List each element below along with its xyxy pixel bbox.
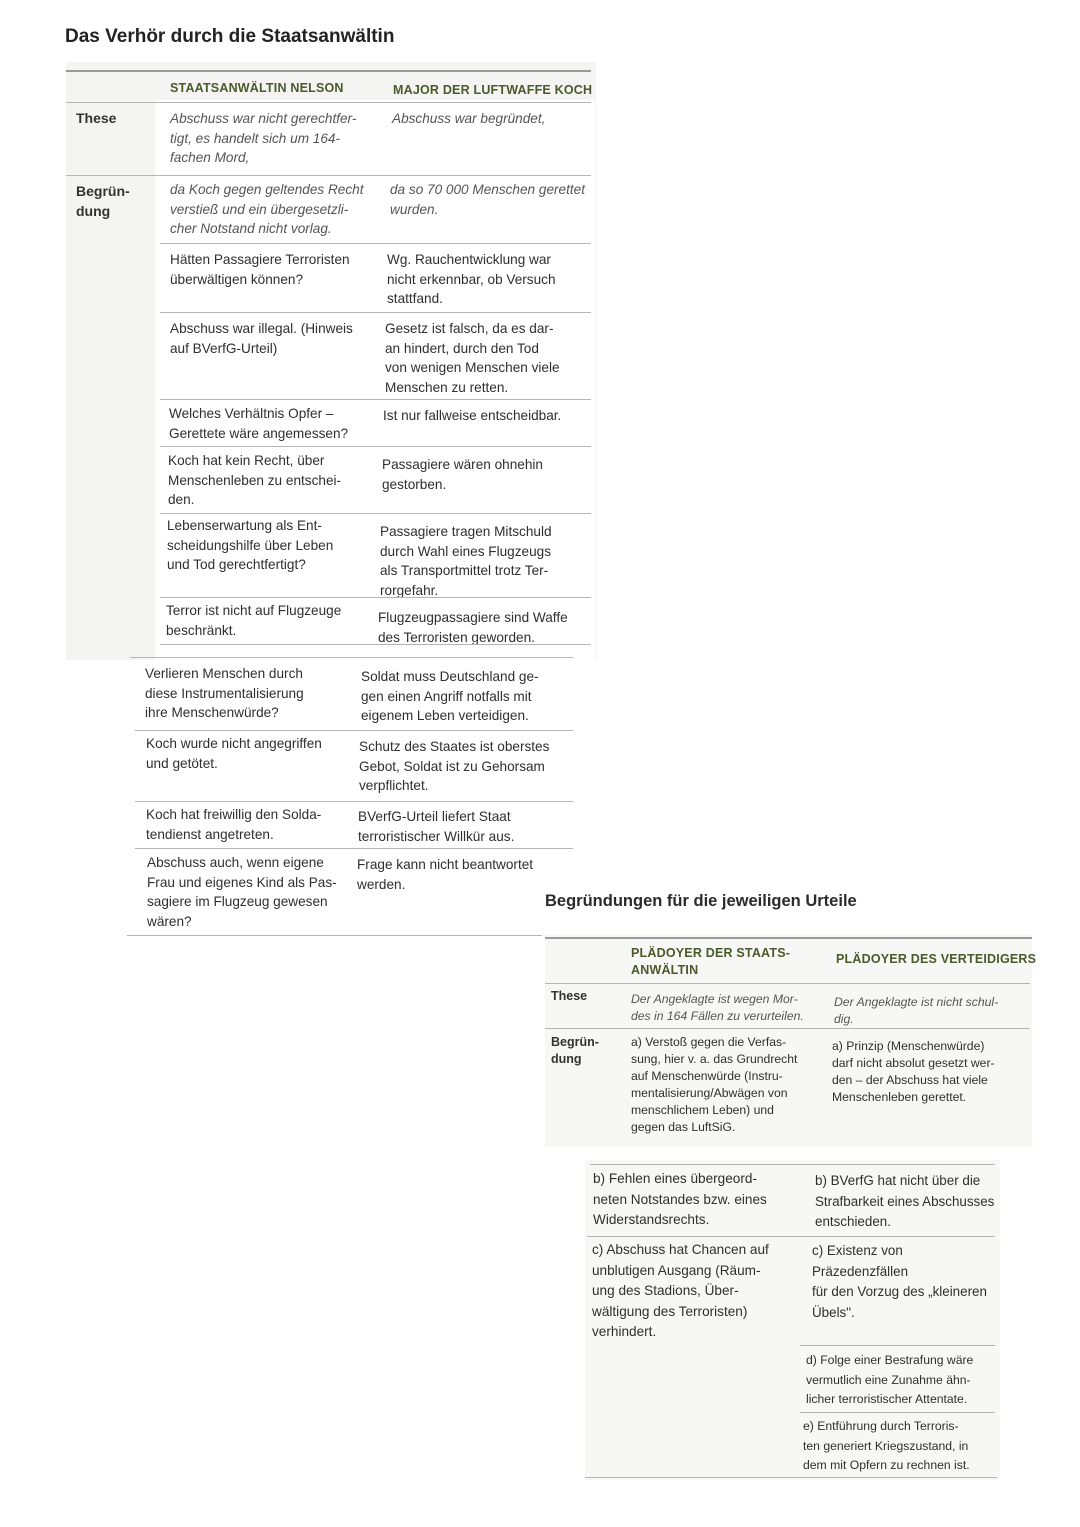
table4-c-left: c) Abschuss hat Chancen auf unblutigen Ausgang (Räum- ung des Stadions, Über- wältigung des Terroristen) verhindert. [592,1242,769,1339]
table1-row-3-right: Ist nur fallweise entscheidbar. [383,408,562,423]
table3-reason-right: a) Prinzip (Menschenwürde) darf nicht absolut gesetzt wer- den – der Abschuss hat viele Menschenleben gerettet. [832,1039,995,1104]
table1-rule [160,644,591,645]
table1-reason-left: da Koch gegen geltendes Recht verstieß und ein übergesetzli- cher Notstand nicht vorlag. [170,182,364,236]
table3-header-rule [545,983,1030,984]
table4-b-right: b) BVerfG hat nicht über die Strafbarkeit eines Abschusses entschieden. [815,1173,995,1229]
table1-rule [160,243,591,244]
table2-row-4-right: Frage kann nicht beantwortet werden. [357,857,534,892]
table1-top-rule [66,70,591,72]
table1-reason-label: Begrün- dung [76,183,130,219]
table4-bottom-rule [585,1477,997,1478]
table1-reason-right: da so 70 000 Menschen gerettet wurden. [390,182,585,217]
table2-row-1-left: Verlieren Menschen durch diese Instrumentalisierung ihre Menschenwürde? [145,666,304,720]
table2-top-rule [130,657,573,658]
page-title: Das Verhör durch die Staatsanwältin [65,26,395,47]
table2-rule [135,801,573,802]
table1-row-6-right: Flugzeugpassagiere sind Waffe des Terroristen geworden. [378,610,568,645]
table3-thesis-left: Der Angeklagte ist wegen Mor- des in 164 Fällen zu verurteilen. [631,992,804,1023]
table1-rule [66,175,591,176]
table1-rule [160,513,591,514]
table4-e-right: e) Entführung durch Terroris- ten generiert Kriegszustand, in dem mit Opfern zu rechnen ist. [803,1419,970,1472]
table1-row-4-left: Koch hat kein Recht, über Menschenleben zu entschei- den. [168,453,342,507]
table3-header-right: PLÄDOYER DES VERTEIDIGERS [836,952,1037,966]
table4-rule [800,1412,995,1413]
table2-row-2-left: Koch wurde nicht angegriffen und getötet. [146,736,322,771]
table1-rule [160,597,591,598]
table4-b-left: b) Fehlen eines übergeord- neten Notstandes bzw. eines Widerstandsrechts. [593,1171,767,1227]
table4-rule [587,1236,995,1237]
table1-header-left: STAATSANWÄLTIN NELSON [170,81,344,95]
table4-top-rule [590,1164,995,1165]
table1-row-3-left: Welches Verhältnis Opfer – Gerettete wäre angemessen? [169,406,349,441]
table3-reason-left: a) Verstoß gegen die Verfas- sung, hier v. a. das Grundrecht auf Menschenwürde (Instru- mentalisierung/Abwägen von menschlichem Leben) und gegen das LuftSiG. [631,1035,798,1134]
table3-title: Begründungen für die jeweiligen Urteile [545,892,857,910]
table1-header-right: MAJOR DER LUFTWAFFE KOCH [393,83,593,97]
table3-rule [545,1028,1030,1029]
table3-reason-label: Begrün- dung [551,1035,599,1066]
table1-row-1-left: Hätten Passagiere Terroristen überwältigen können? [170,252,350,287]
table2-bottom-rule [127,935,542,936]
table1-rule [160,446,591,447]
table2-row-4-left: Abschuss auch, wenn eigene Frau und eigenes Kind als Pas- sagiere im Flugzeug gewesen wären? [147,855,337,929]
table1-row-4-right: Passagiere wären ohnehin gestorben. [382,457,543,492]
table4-rule [800,1345,995,1346]
table2-rule [135,848,573,849]
table1-thesis-left: Abschuss war nicht gerechtfer- tigt, es handelt sich um 164- fachen Mord, [170,111,357,165]
table2-row-3-left: Koch hat freiwillig den Solda- tendienst angetreten. [146,807,322,842]
table2-row-2-right: Schutz des Staates ist oberstes Gebot, Soldat ist zu Gehorsam verpflichtet. [359,739,550,793]
table4-c-right: c) Existenz von Präzedenzfällen für den Vorzug des „kleineren Übels". [812,1243,987,1320]
table1-rule [160,399,591,400]
table3-top-rule [545,937,1032,939]
table3-header-left: PLÄDOYER DER STAATS- ANWÄLTIN [631,946,791,977]
table3-thesis-label: These [551,989,588,1003]
table4-d-right: d) Folge einer Bestrafung wäre vermutlich eine Zunahme ähn- licher terroristischer Attentate. [806,1353,974,1406]
table2-row-3-right: BVerfG-Urteil liefert Staat terroristischer Willkür aus. [358,809,515,844]
table1-header-rule [66,102,591,103]
table1-row-2-right: Gesetz ist falsch, da es dar- an hindert, durch den Tod von wenigen Menschen viele Menschen zu retten. [385,321,560,395]
table2-row-1-right: Soldat muss Deutschland ge- gen einen Angriff notfalls mit eigenem Leben verteidigen. [361,669,539,723]
table2-rule [135,730,573,731]
table1-thesis-label: These [76,110,117,126]
table1-row-5-left: Lebenserwartung als Ent- scheidungshilfe über Leben und Tod gerechtfertigt? [167,518,334,572]
table1-rule [160,312,591,313]
table1-row-1-right: Wg. Rauchentwicklung war nicht erkennbar, ob Versuch stattfand. [387,252,556,306]
table1-row-5-right: Passagiere tragen Mitschuld durch Wahl eines Flugzeugs als Transportmittel trotz Ter- rorgefahr. [380,524,552,598]
table1-row-2-left: Abschuss war illegal. (Hinweis auf BVerfG-Urteil) [170,321,353,356]
table3-thesis-right: Der Angeklagte ist nicht schul- dig. [834,995,999,1026]
table1-row-6-left: Terror ist nicht auf Flugzeuge beschränkt. [166,603,342,638]
table1-thesis-right: Abschuss war begründet, [392,111,546,126]
